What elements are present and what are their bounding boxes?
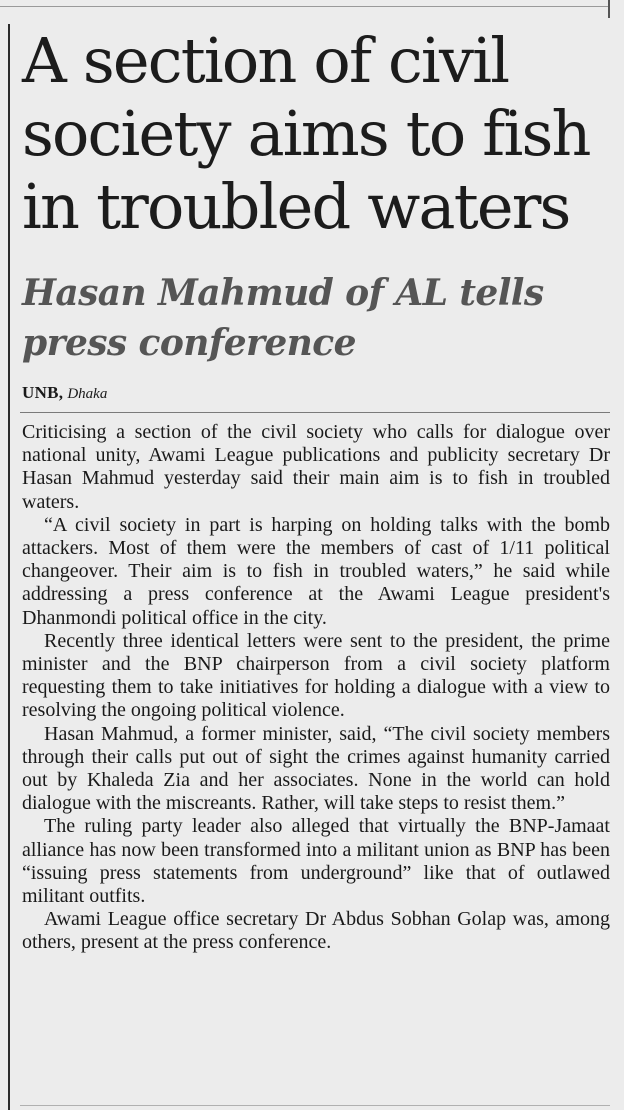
column-left-rule [8, 24, 10, 1110]
article-paragraph: Criticising a section of the civil society who calls for dialogue over national unity, Awami League publications and publicity secretary Dr Hasan Mahmud yesterday said their main aim is to fish in troubled waters. [22, 421, 610, 513]
article-dateline [22, 383, 107, 403]
article-body [22, 421, 610, 955]
top-border-rule [0, 0, 610, 7]
news-agency: UNB, [22, 383, 64, 402]
bottom-border-rule [20, 1105, 610, 1106]
article-paragraph: Awami League office secretary Dr Abdus Sobhan Golap was, among others, present at the press conference. [22, 908, 610, 954]
dateline-divider [20, 412, 610, 413]
article-subheadline: Hasan Mahmud of AL tells press conference [22, 272, 544, 364]
article-paragraph: Recently three identical letters were sent to the president, the prime minister and the BNP chairperson from a civil society platform requesting them to take initiatives for holding a dialogue with a view to resolving the ongoing political violence. [22, 629, 610, 722]
right-edge-rule [608, 0, 610, 18]
article-paragraph: Hasan Mahmud, a former minister, said, “The civil society members through their calls put out of sight the crimes against humanity carried out by Khaleda Zia and her associates. None in the world can hold dialogue with the miscreants. Rather, will take steps to resist them.” [22, 722, 610, 815]
article-paragraph: The ruling party leader also alleged that virtually the BNP-Jamaat alliance has now been transformed into a militant union as BNP has been “issuing press statements from underground” like that of outlawed militant outfits. [22, 815, 610, 908]
article-paragraph: “A civil society in part is harping on holding talks with the bomb attackers. Most of them were the members of cast of 1/11 political changeover. Their aim is to fish in troubled waters,” he said while addressing a press conference at the Awami League president's Dhanmondi political office in the city. [22, 513, 610, 629]
dateline-place: Dhaka [67, 386, 108, 402]
article-headline: A section of civil society aims to fish in troubled waters [22, 24, 590, 243]
